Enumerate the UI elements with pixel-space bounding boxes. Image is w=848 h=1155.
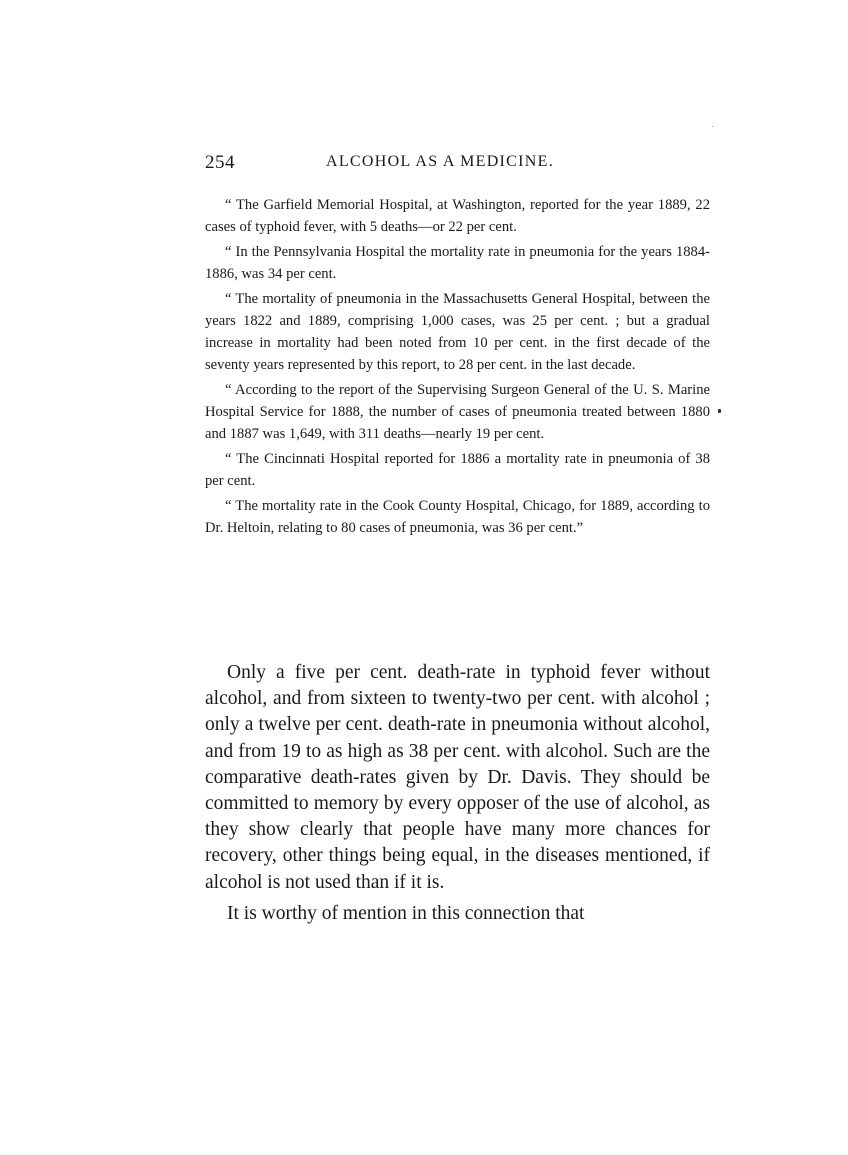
- scan-speck: [712, 126, 713, 127]
- quote-marine-hospital: “ According to the report of the Supervising Surgeon General of the U. S. Marine Hospital Service for 1888, the number of cases of pneumonia treated between 1880 and 1887 was 1,649, with 311 deaths—nearly 19 per cent.: [205, 382, 710, 442]
- quote-pennsylvania: “ In the Pennsylvania Hospital the mortality rate in pneumonia for the years 1884-1886, was 34 per cent.: [205, 244, 710, 282]
- margin-mark: [718, 409, 721, 413]
- quote-garfield: “ The Garfield Memorial Hospital, at Washington, reported for the year 1889, 22 cases of typhoid fever, with 5 deaths—or 22 per cent.: [205, 197, 710, 235]
- page-header: [205, 152, 710, 176]
- body-paragraph-continued: It is worthy of mention in this connection that: [227, 902, 585, 924]
- body-paragraph: Only a five per cent. death-rate in typhoid fever without alcohol, and from sixteen to twenty-two per cent. with alcohol ; only a twelve per cent. death-rate in pneumonia without alcohol, and from 19 to as high as 38 per cent. with alcohol. Such are the comparative death-rates given by Dr. Davis. They should be committed to memory by every opposer of the use of alcohol, as they show clearly that people have many more chances for recovery, other things being equal, in the diseases mentioned, if alcohol is not used than if it is.: [205, 662, 710, 893]
- quote-massachusetts: “ The mortality of pneumonia in the Massachusetts General Hospital, between the years 1822 and 1889, comprising 1,000 cases, was 25 per cent. ; but a gradual increase in mortality had been noted from 10 per cent. in the first decade of the seventy years represented by this report, to 28 per cent. in the last decade.: [205, 291, 710, 373]
- quote-cincinnati: “ The Cincinnati Hospital reported for 1886 a mortality rate in pneumonia of 38 per cent.: [205, 451, 710, 489]
- main-text: [205, 660, 710, 932]
- quote-cook-county: “ The mortality rate in the Cook County Hospital, Chicago, for 1889, according to Dr. Heltoin, relating to 80 cases of pneumonia, was 36 per cent.”: [205, 498, 710, 536]
- quoted-statistics: [205, 194, 710, 542]
- page-number: 254: [205, 152, 235, 173]
- running-title: ALCOHOL AS A MEDICINE.: [326, 153, 555, 170]
